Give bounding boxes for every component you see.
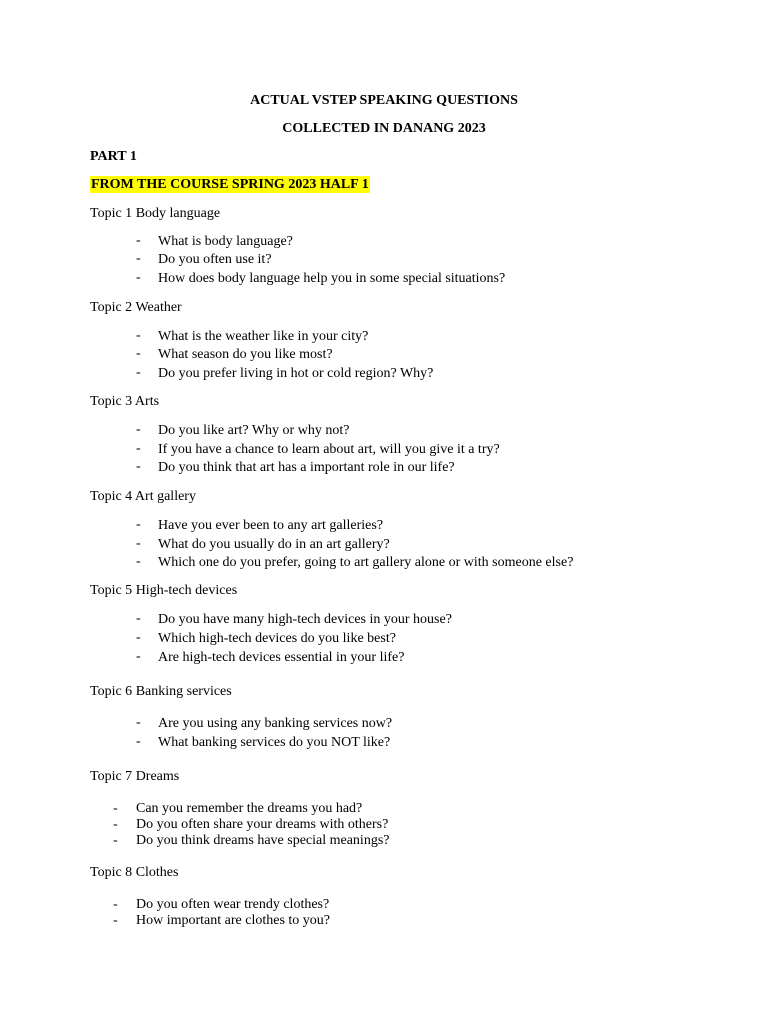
question-item: Do you like art? Why or why not? [158,423,350,438]
question-item: Which one do you prefer, going to art gallery alone or with someone else? [158,555,574,570]
bullet-dash: - [136,441,141,456]
topic-heading [90,865,178,881]
course-heading [90,177,370,193]
question-item: If you have a chance to learn about art, will you give it a try? [158,442,500,457]
topic-heading [90,300,182,316]
topic-label: Topic 2 [90,300,133,315]
question-item: What is the weather like in your city? [158,329,369,344]
bullet-dash: - [136,649,141,664]
bullet-dash: - [136,346,141,361]
topic-name: High-tech devices [135,583,238,598]
bullet-dash: - [136,536,141,551]
document-title: ACTUAL VSTEP SPEAKING QUESTIONS [250,93,518,108]
topic-name: Dreams [135,769,180,784]
question-item: Are high-tech devices essential in your life? [158,650,405,665]
topic-name: Weather [135,300,182,315]
question-item: Do you often use it? [158,252,272,267]
topic-label: Topic 1 [90,206,133,221]
topic-name: Arts [134,394,160,409]
question-item: Do you think dreams have special meanings? [136,833,390,848]
bullet-dash: - [113,833,118,848]
bullet-dash: - [136,270,141,285]
topic-label: Topic 6 [90,684,133,699]
bullet-dash: - [113,801,118,816]
question-item: Do you prefer living in hot or cold region? Why? [158,366,434,381]
bullet-dash: - [136,328,141,343]
question-item: Do you often share your dreams with others? [136,817,389,832]
document-subtitle: COLLECTED IN DANANG 2023 [282,121,486,136]
question-item: How important are clothes to you? [136,913,331,928]
bullet-dash: - [113,897,118,912]
course-highlight: FROM THE COURSE SPRING 2023 HALF 1 [91,177,369,192]
topic-label: Topic 5 [90,583,133,598]
topic-heading [90,489,196,505]
topic-heading [90,394,159,410]
topic-heading [90,769,179,785]
bullet-dash: - [136,554,141,569]
topic-name: Banking services [135,684,232,699]
question-item: Can you remember the dreams you had? [136,801,363,816]
bullet-dash: - [136,365,141,380]
bullet-dash: - [136,611,141,626]
topic-heading [90,583,237,599]
bullet-dash: - [136,251,141,266]
question-item: How does body language help you in some special situations? [158,271,506,286]
topic-label: Topic 4 [90,489,133,504]
topic-name: Art gallery [134,489,196,504]
topic-label: Topic 8 [90,865,133,880]
question-item: Do you often wear trendy clothes? [136,897,330,912]
topic-name: Clothes [135,865,179,880]
topic-label: Topic 7 [90,769,133,784]
bullet-dash: - [136,630,141,645]
bullet-dash: - [136,734,141,749]
bullet-dash: - [113,913,118,928]
question-item: What season do you like most? [158,347,333,362]
topic-heading [90,684,232,700]
question-item: Do you have many high-tech devices in your house? [158,612,452,627]
question-item: Have you ever been to any art galleries? [158,518,384,533]
topic-label: Topic 3 [90,394,133,409]
topic-heading [90,206,220,222]
bullet-dash: - [136,459,141,474]
bullet-dash: - [136,422,141,437]
question-item: What is body language? [158,234,293,249]
bullet-dash: - [136,715,141,730]
question-item: Which high-tech devices do you like best? [158,631,396,646]
bullet-dash: - [136,517,141,532]
question-item: What do you usually do in an art gallery? [158,537,390,552]
question-item: Do you think that art has a important role in our life? [158,460,455,475]
topic-name: Body language [135,206,221,221]
part-heading: PART 1 [90,149,137,164]
bullet-dash: - [113,817,118,832]
bullet-dash: - [136,233,141,248]
question-item: What banking services do you NOT like? [158,735,391,750]
question-item: Are you using any banking services now? [158,716,393,731]
